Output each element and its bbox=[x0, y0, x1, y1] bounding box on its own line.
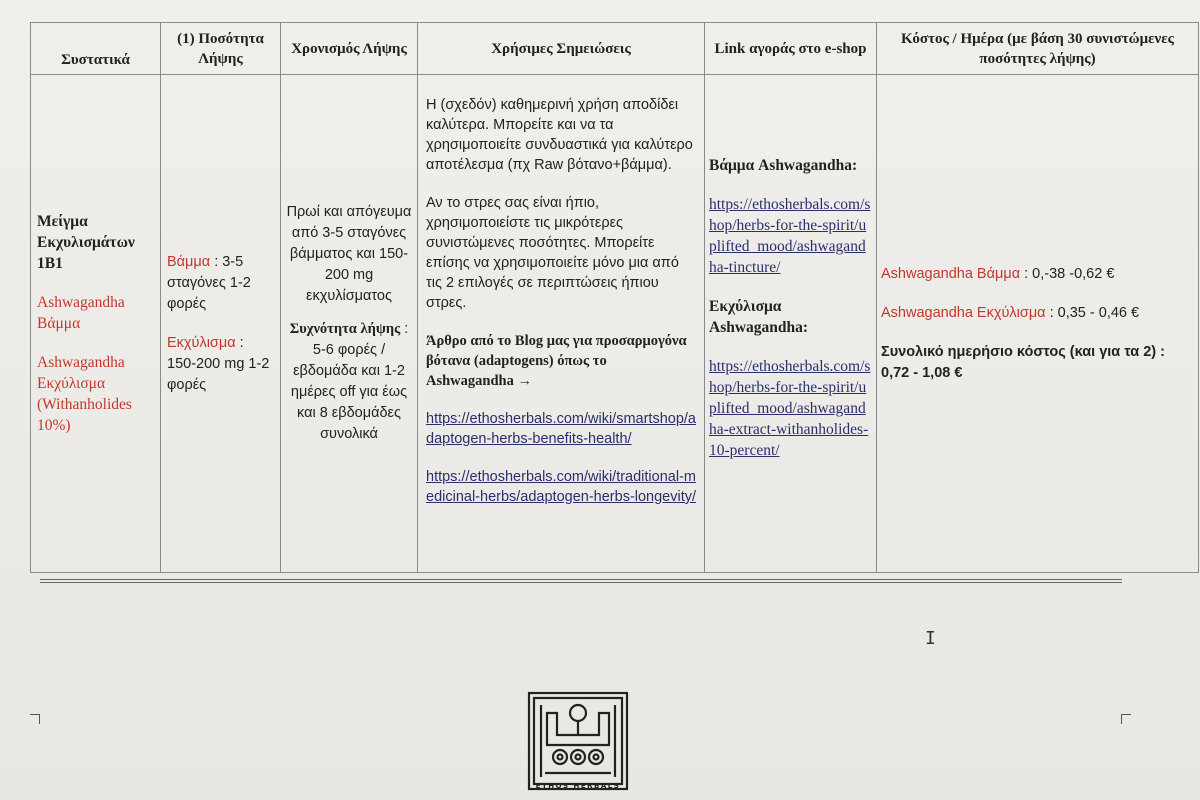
cost-extract-value: : 0,35 - 0,46 € bbox=[1049, 304, 1140, 321]
blog-link-2[interactable]: https://ethosherbals.com/wiki/traditional-medicinal-herbs/adaptogen-herbs-longevity/ bbox=[426, 469, 697, 505]
blog-link-1[interactable]: https://ethosherbals.com/wiki/smartshop/adaptogen-herbs-benefits-health/ bbox=[426, 411, 696, 447]
blog-article-title: Άρθρο από το Blog μας για προσαρμογόνα βότανα (adaptogens) όπως το Ashwagandha → bbox=[426, 333, 687, 389]
blend-title: Μείγμα Εκχυλισμάτων 1Β1 bbox=[37, 213, 135, 272]
cell-notes bbox=[418, 75, 705, 573]
text-cursor-icon: I bbox=[925, 628, 936, 649]
cell-shop-links bbox=[705, 75, 877, 573]
tincture-link-title: Βάμμα Ashwagandha: bbox=[709, 157, 858, 174]
margin-corner-mark-right bbox=[1121, 714, 1131, 724]
cell-timing bbox=[281, 75, 418, 573]
header-dosage: (1) Ποσότητα Λήψης bbox=[161, 23, 281, 75]
logo-wordmark: ETHOS HERBALS bbox=[535, 782, 621, 790]
header-link: Link αγοράς στο e-shop bbox=[705, 23, 877, 75]
notes-paragraph-2: Αν το στρες σας είναι ήπιο, χρησιμοποιείστε τις μικρότερες συνιστώμενες ποσότητες. Μπορείτε επίσης να χρησιμοποιείτε μόνο μια από τις 2 επιλογές σε περιπτώσεις ήπιου στρες. bbox=[426, 195, 679, 311]
cost-tincture bbox=[881, 264, 1194, 285]
cost-extract-label: Ashwagandha Εκχύλισμα bbox=[881, 304, 1046, 321]
cell-dosage bbox=[161, 75, 281, 573]
cost-tincture-label: Ashwagandha Βάμμα bbox=[881, 265, 1021, 282]
margin-corner-mark-left bbox=[30, 714, 40, 724]
cell-cost bbox=[877, 75, 1199, 573]
table-header-row bbox=[31, 23, 1199, 75]
notes-paragraph-1: Η (σχεδόν) καθημερινή χρήση αποδίδει καλύτερα. Μπορείτε και να τα χρησιμοποιείτε συνδυαστικά για καλύτερο αποτέλεσμα (πχ Raw βότανο+βάμμα). bbox=[426, 97, 693, 173]
header-ingredients: Συστατικά bbox=[31, 23, 161, 75]
frequency bbox=[285, 319, 413, 445]
extract-shop-link[interactable]: https://ethosherbals.com/shop/herbs-for-the-spirit/uplifted_mood/ashwagandha-extract-withanholides-10-percent/ bbox=[709, 358, 871, 459]
dose-tincture-label: Βάμμα bbox=[167, 253, 211, 270]
timing-text: Πρωί και απόγευμα από 3-5 σταγόνες βάμματος και 150-200 mg εκχυλίσματος bbox=[286, 204, 412, 304]
cost-total: Συνολικό ημερήσιο κόστος (και για τα 2) : 0,72 - 1,08 € bbox=[881, 343, 1165, 381]
cost-extract bbox=[881, 303, 1194, 324]
dose-extract-label: Εκχύλισμα bbox=[167, 334, 236, 351]
header-cost: Κόστος / Ημέρα (με βάση 30 συνιστώμενες ποσότητες λήψης) bbox=[877, 23, 1199, 75]
tincture-shop-link[interactable]: https://ethosherbals.com/shop/herbs-for-the-spirit/uplifted_mood/ashwagandha-tincture/ bbox=[709, 196, 871, 276]
dose-extract-value: : 150-200 mg 1-2 φορές bbox=[167, 334, 270, 393]
header-timing: Χρονισμός Λήψης bbox=[281, 23, 418, 75]
section-divider bbox=[40, 579, 1122, 583]
ingredient-tincture: Ashwagandha Βάμμα bbox=[37, 294, 125, 332]
dose-extract bbox=[167, 333, 276, 396]
dose-tincture bbox=[167, 252, 276, 315]
cost-tincture-value: : 0,-38 -0,62 € bbox=[1024, 265, 1115, 282]
ingredient-extract: Ashwagandha Εκχύλισμα (Withanholides 10%) bbox=[37, 354, 132, 434]
dose-tincture-value: : 3-5 σταγόνες 1-2 φορές bbox=[167, 253, 251, 312]
frequency-value: : 5-6 φορές / εβδομάδα και 1-2 ημέρες off για έως και 8 εβδομάδες συνολικά bbox=[290, 321, 409, 442]
cell-ingredients bbox=[31, 75, 161, 573]
supplement-table bbox=[30, 22, 1199, 573]
table-row bbox=[31, 75, 1199, 573]
extract-link-title: Εκχύλισμα Ashwagandha: bbox=[709, 298, 809, 336]
header-notes: Χρήσιμες Σημειώσεις bbox=[418, 23, 705, 75]
frequency-label: Συχνότητα λήψης bbox=[289, 321, 401, 337]
